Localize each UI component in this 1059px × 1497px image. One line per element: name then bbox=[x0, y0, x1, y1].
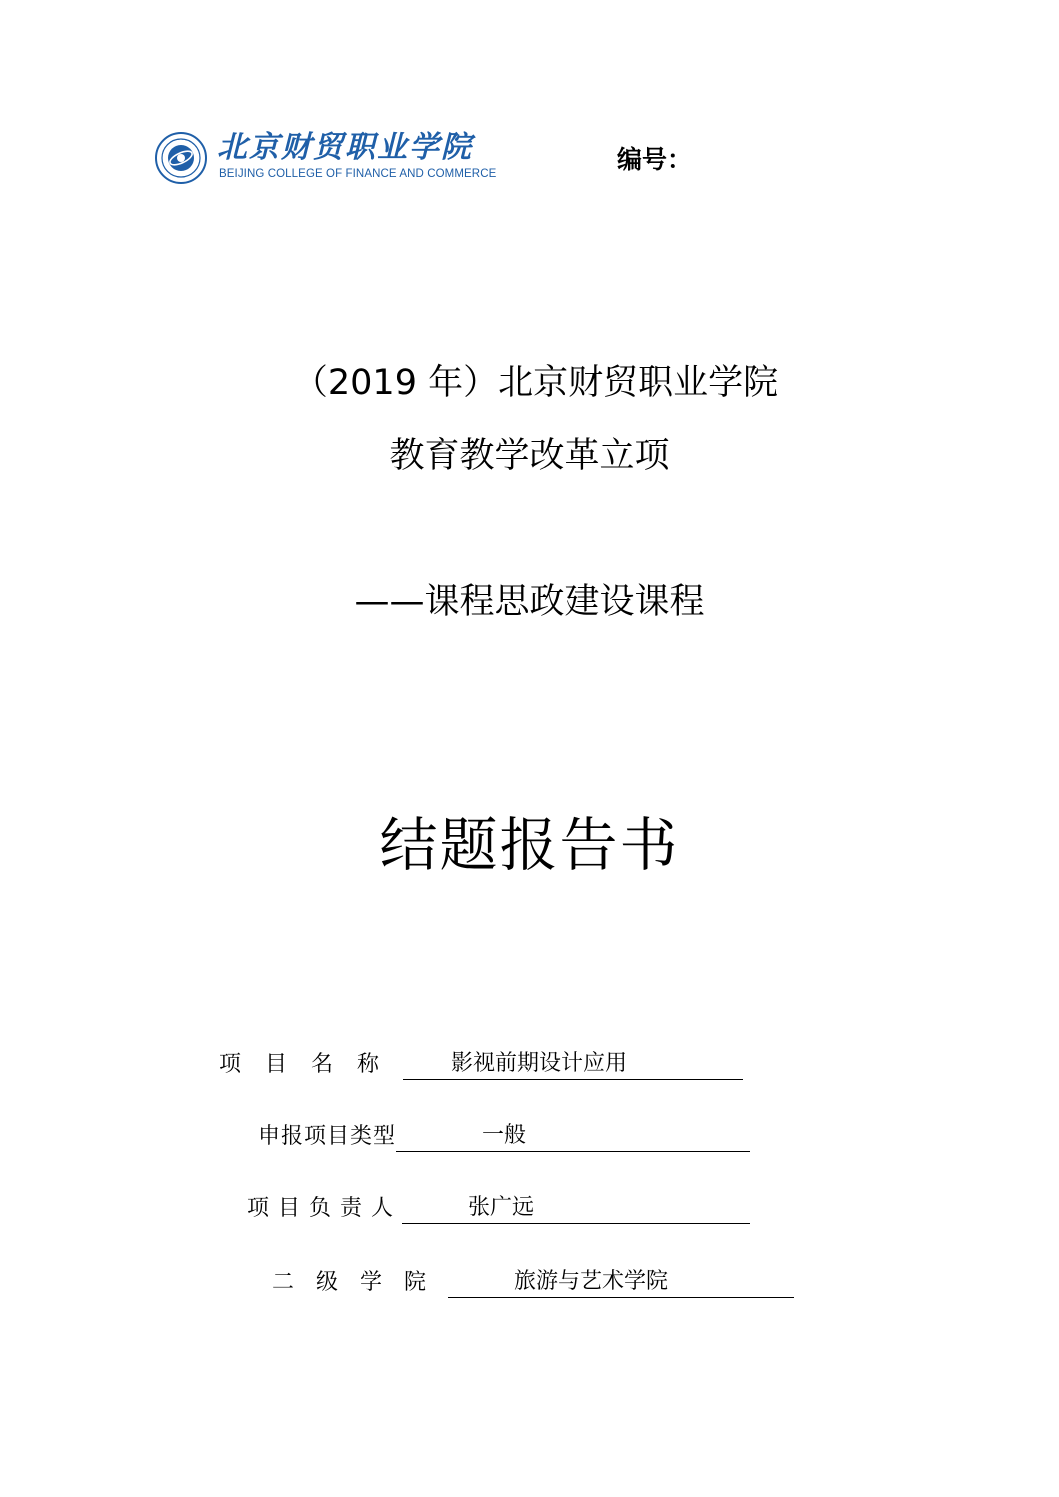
field-project-leader bbox=[247, 1194, 750, 1224]
logo-chinese-name: 北京财贸职业学院 bbox=[217, 130, 473, 165]
title-line-project-type: 教育教学改革立项 bbox=[389, 436, 670, 476]
field-label: 项目名称 bbox=[219, 1052, 404, 1077]
field-value: 影视前期设计应用 bbox=[451, 1051, 628, 1076]
field-underline bbox=[448, 1270, 794, 1298]
field-value: 张广远 bbox=[468, 1195, 535, 1220]
field-underline bbox=[396, 1124, 750, 1152]
field-label: 申报项目类型 bbox=[258, 1124, 397, 1149]
college-logo bbox=[155, 128, 495, 188]
field-project-name bbox=[219, 1050, 743, 1080]
field-secondary-college bbox=[272, 1268, 794, 1298]
field-label: 二级学院 bbox=[272, 1270, 449, 1295]
title-line-course-type: ——课程思政建设课程 bbox=[354, 582, 705, 622]
field-project-type bbox=[258, 1122, 750, 1152]
college-seal-icon bbox=[155, 132, 207, 184]
title-line-year-college: （2019 年）北京财贸职业学院 bbox=[292, 363, 779, 403]
field-label: 项目负责人 bbox=[247, 1196, 403, 1221]
field-underline bbox=[403, 1052, 743, 1080]
field-value: 旅游与艺术学院 bbox=[514, 1269, 669, 1294]
logo-english-name: BEIJING COLLEGE OF FINANCE AND COMMERCE bbox=[219, 168, 497, 180]
field-underline bbox=[402, 1196, 750, 1224]
serial-number-label: 编号： bbox=[617, 145, 693, 174]
field-value: 一般 bbox=[482, 1123, 527, 1148]
report-title: 结题报告书 bbox=[379, 811, 680, 879]
